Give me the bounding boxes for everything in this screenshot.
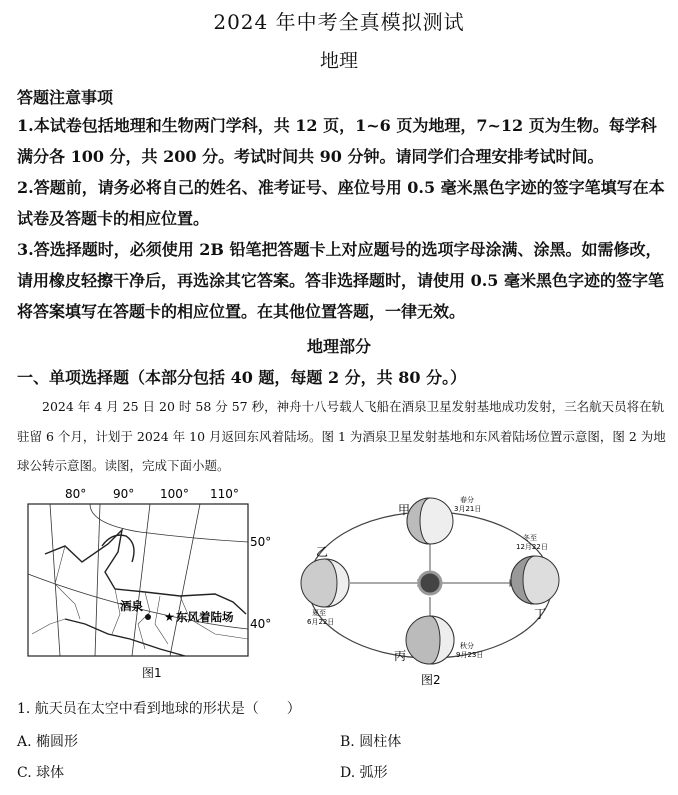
notice-item-2: 2.答题前，请务必将自己的姓名、准考证号、座位号用 0.5 毫米黑色字迹的签字笔填写在本试卷及答题卡的相应位置。 [17,178,665,228]
place-jiuquan: 酒泉 [120,599,143,613]
figure-1-map [20,484,280,684]
notice-item-3: 3.答选择题时，必须使用 2B 铅笔把答题卡上对应题号的选项字母涂满、涂黑。如需修改，请用橡皮轻擦干净后，再选涂其它答案。答非选择题时，请使用 0.5 毫米黑色字迹的签字笔将答案填写在答题卡的相应位置。在其他位置答题，一律无效。 [17,240,664,321]
question-1-option-c: C. 球体 [17,765,65,781]
place-dongfeng: 东风着陆场 [176,610,234,624]
term-autumn-date: 9月23日 [456,651,484,659]
position-jia: 甲 [398,503,411,517]
term-summer-date: 6月22日 [307,618,335,626]
part-title: 一、单项选择题（本部分包括 40 题，每题 2 分，共 80 分。） [17,368,467,387]
term-spring-date: 3月21日 [454,505,482,513]
position-bing: 丙 [394,649,407,663]
lon-label-110: 110° [210,487,239,501]
term-winter: 冬至 [523,534,537,542]
question-1-option-b: B. 圆柱体 [340,734,402,750]
lon-label-90: 90° [113,487,135,501]
term-spring: 春分 [460,496,474,504]
figure-2-orbit [290,490,570,690]
term-summer: 夏至 [312,609,326,617]
exam-title: 2024 年中考全真模拟测试 [213,10,465,34]
figure-2-caption: 图2 [421,673,441,687]
lon-label-100: 100° [160,487,189,501]
question-context: 2024 年 4 月 25 日 20 时 58 分 57 秒，神舟十八号载人飞船在酒泉卫星发射基地成功发射，三名航天员将在轨驻留 6 个月，计划于 2024 年 10 月返回东风着陆场。图 1 为酒泉卫星发射基地和东风着陆场位置示意图，图 2 为地球公转示意图。读图，完成下面小题。 [17,399,666,473]
jiuquan-marker [145,614,151,620]
question-1-stem: 1. 航天员在太空中看到地球的形状是（ ） [17,701,301,717]
lat-label-50: 50° [250,535,272,549]
section-title: 地理部分 [306,337,371,356]
question-1-option-d: D. 弧形 [340,765,388,781]
lon-label-80: 80° [65,487,87,501]
figure-1-caption: 图1 [142,666,162,680]
term-autumn: 秋分 [460,642,474,650]
position-ding: 丁 [534,607,547,621]
notice-item-1: 1.本试卷包括地理和生物两门学科，共 12 页，1~6 页为地理，7~12 页为生物。每学科满分各 100 分，共 200 分。考试时间共 90 分钟。请同学们合理安排考试时间。 [17,116,657,166]
question-1-option-a: A. 椭圆形 [17,734,79,750]
subject-title: 地理 [319,50,358,72]
lat-label-40: 40° [250,617,272,631]
position-yi: 乙 [316,545,329,559]
term-winter-date: 12月22日 [516,543,548,551]
star-icon: ★ [164,610,175,624]
sun-icon [419,572,441,594]
notice-heading: 答题注意事项 [17,88,114,107]
